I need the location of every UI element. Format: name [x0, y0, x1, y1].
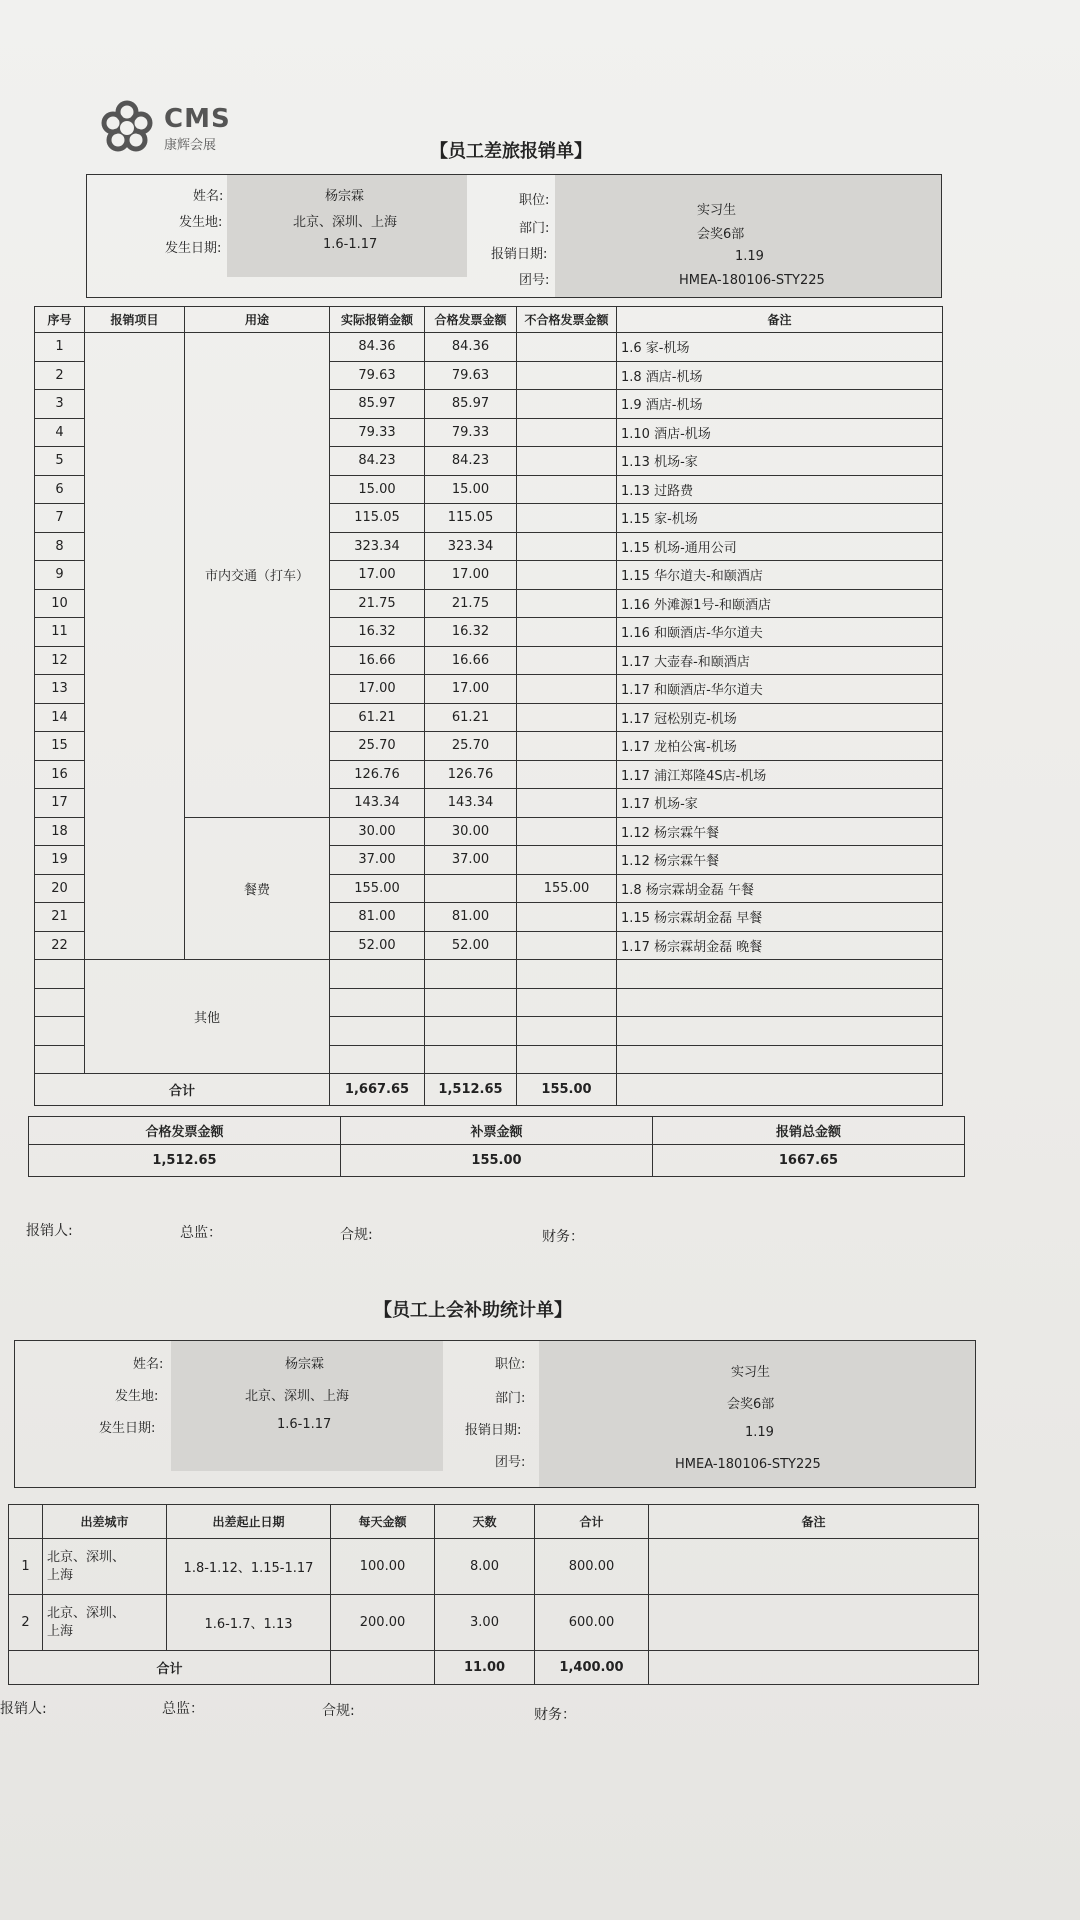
row-valid: 143.34 — [425, 789, 517, 818]
header-total: 合计 — [535, 1505, 649, 1539]
form1-info-box — [86, 174, 942, 298]
row-invalid — [517, 903, 617, 932]
logo-subtext: 康辉会展 — [164, 138, 217, 153]
row-total: 600.00 — [535, 1595, 649, 1651]
row-no: 21 — [35, 903, 85, 932]
row-valid: 15.00 — [425, 475, 517, 504]
name-label: 姓名: — [133, 1357, 164, 1372]
form1-title: 【员工差旅报销单】 — [430, 141, 592, 162]
table-row — [9, 1539, 979, 1595]
name-label: 姓名: — [193, 189, 224, 204]
row-no: 10 — [35, 589, 85, 618]
reimb-date-label: 报销日期: — [465, 1423, 522, 1438]
header-use: 用途 — [185, 307, 330, 333]
row-actual: 115.05 — [330, 504, 425, 533]
form1-sign-director: 总监： — [180, 1225, 222, 1241]
form2-sign-director: 总监： — [162, 1701, 204, 1717]
row-note: 1.6 家-机场 — [617, 333, 943, 362]
group-label: 团号: — [519, 273, 550, 288]
form2-sign-compliance: 合规: — [322, 1703, 355, 1719]
row-actual: 52.00 — [330, 931, 425, 960]
row-invalid — [517, 333, 617, 362]
row-invalid — [517, 817, 617, 846]
company-logo — [100, 96, 260, 156]
row-daily: 100.00 — [331, 1539, 435, 1595]
row-note — [649, 1595, 979, 1651]
header-item: 报销项目 — [85, 307, 185, 333]
header-daily: 每天金额 — [331, 1505, 435, 1539]
row-no: 1 — [35, 333, 85, 362]
header-no: 序号 — [35, 307, 85, 333]
row-valid: 21.75 — [425, 589, 517, 618]
row-actual: 15.00 — [330, 475, 425, 504]
row-valid: 79.63 — [425, 361, 517, 390]
reimb-date-value: 1.19 — [735, 249, 764, 264]
dept-value: 会奖6部 — [727, 1397, 775, 1412]
blank-cell — [425, 960, 517, 989]
row-note: 1.17 机场-家 — [617, 789, 943, 818]
header-invalid: 不合格发票金额 — [517, 307, 617, 333]
row-actual: 143.34 — [330, 789, 425, 818]
row-valid: 115.05 — [425, 504, 517, 533]
expense-table — [34, 306, 943, 1106]
total-label: 合计 — [35, 1074, 330, 1106]
date-value: 1.6-1.17 — [277, 1417, 332, 1432]
place-value: 北京、深圳、上海 — [293, 215, 398, 230]
row-days: 8.00 — [435, 1539, 535, 1595]
position-value: 实习生 — [731, 1365, 771, 1380]
row-note: 1.8 酒店-机场 — [617, 361, 943, 390]
form1-sign-compliance: 合规: — [340, 1227, 373, 1243]
row-note: 1.17 和颐酒店-华尔道夫 — [617, 675, 943, 704]
form1-sign-reimburser: 报销人: — [26, 1223, 73, 1239]
group-value: HMEA-180106-STY225 — [675, 1457, 821, 1472]
row-invalid — [517, 760, 617, 789]
row-invalid — [517, 675, 617, 704]
row-invalid: 155.00 — [517, 874, 617, 903]
row-note: 1.17 浦江郑隆4S店-机场 — [617, 760, 943, 789]
row-actual: 155.00 — [330, 874, 425, 903]
name-value: 杨宗霖 — [325, 189, 365, 204]
row-no: 7 — [35, 504, 85, 533]
row-no: 1 — [9, 1539, 43, 1595]
blank-cell — [517, 1045, 617, 1074]
row-valid: 84.36 — [425, 333, 517, 362]
blank-cell — [517, 988, 617, 1017]
reimb-date-label: 报销日期: — [491, 247, 548, 262]
row-note — [649, 1539, 979, 1595]
row-note: 1.17 龙柏公寓-机场 — [617, 732, 943, 761]
row-invalid — [517, 361, 617, 390]
row-no: 5 — [35, 447, 85, 476]
form2-sign-finance: 财务： — [534, 1707, 576, 1723]
form1-sign-finance: 财务： — [542, 1229, 584, 1245]
header-actual: 实际报销金额 — [330, 307, 425, 333]
header-note: 备注 — [617, 307, 943, 333]
row-valid: 85.97 — [425, 390, 517, 419]
category-other: 其他 — [85, 960, 330, 1074]
blank-cell — [330, 960, 425, 989]
blank-cell — [617, 988, 943, 1017]
row-valid: 37.00 — [425, 846, 517, 875]
row-note: 1.17 冠松别克-机场 — [617, 703, 943, 732]
row-no — [35, 988, 85, 1017]
header-dates: 出差起止日期 — [167, 1505, 331, 1539]
row-city: 北京、深圳、 上海 — [43, 1539, 167, 1595]
flower-logo-icon — [100, 100, 154, 154]
row-invalid — [517, 646, 617, 675]
row-actual: 79.63 — [330, 361, 425, 390]
name-value: 杨宗霖 — [285, 1357, 325, 1372]
row-invalid — [517, 618, 617, 647]
blank-cell — [425, 988, 517, 1017]
row-no: 11 — [35, 618, 85, 647]
row-note: 1.10 酒店-机场 — [617, 418, 943, 447]
row-no: 12 — [35, 646, 85, 675]
row-no: 22 — [35, 931, 85, 960]
row-valid: 16.66 — [425, 646, 517, 675]
position-label: 职位: — [519, 193, 550, 208]
row-actual: 21.75 — [330, 589, 425, 618]
row-actual: 323.34 — [330, 532, 425, 561]
row-invalid — [517, 732, 617, 761]
header-valid: 合格发票金额 — [425, 307, 517, 333]
total-actual: 1,667.65 — [330, 1074, 425, 1106]
row-actual: 85.97 — [330, 390, 425, 419]
group-value: HMEA-180106-STY225 — [679, 273, 825, 288]
row-valid — [425, 874, 517, 903]
row-no: 16 — [35, 760, 85, 789]
dept-label: 部门: — [519, 221, 550, 236]
row-no — [35, 1017, 85, 1046]
row-invalid — [517, 418, 617, 447]
row-actual: 84.36 — [330, 333, 425, 362]
row-actual: 16.32 — [330, 618, 425, 647]
row-actual: 126.76 — [330, 760, 425, 789]
row-actual: 81.00 — [330, 903, 425, 932]
row-total: 800.00 — [535, 1539, 649, 1595]
row-invalid — [517, 475, 617, 504]
row-invalid — [517, 532, 617, 561]
blank-cell — [425, 1017, 517, 1046]
row-invalid — [517, 390, 617, 419]
row-daily: 200.00 — [331, 1595, 435, 1651]
row-no: 15 — [35, 732, 85, 761]
row-no — [35, 1045, 85, 1074]
header-city: 出差城市 — [43, 1505, 167, 1539]
logo-text: CMS — [164, 104, 231, 134]
row-note: 1.15 杨宗霖胡金磊 早餐 — [617, 903, 943, 932]
row-no: 3 — [35, 390, 85, 419]
row-valid: 17.00 — [425, 561, 517, 590]
date-value: 1.6-1.17 — [323, 237, 378, 252]
position-value: 实习生 — [697, 203, 737, 218]
row-note: 1.13 机场-家 — [617, 447, 943, 476]
row-valid: 16.32 — [425, 618, 517, 647]
position-label: 职位: — [495, 1357, 526, 1372]
row-invalid — [517, 589, 617, 618]
row-note: 1.16 外滩源1号-和颐酒店 — [617, 589, 943, 618]
row-dates: 1.6-1.7、1.13 — [167, 1595, 331, 1651]
row-no: 19 — [35, 846, 85, 875]
total-valid: 1,512.65 — [425, 1074, 517, 1106]
total-invalid: 155.00 — [517, 1074, 617, 1106]
total-note — [617, 1074, 943, 1106]
summary-supp-label: 补票金额 — [341, 1117, 653, 1145]
row-invalid — [517, 447, 617, 476]
row-actual: 61.21 — [330, 703, 425, 732]
row-note: 1.15 机场-通用公司 — [617, 532, 943, 561]
blank-cell — [617, 1045, 943, 1074]
row-item — [85, 333, 185, 960]
row-no: 18 — [35, 817, 85, 846]
row-no — [35, 960, 85, 989]
row-note: 1.12 杨宗霖午餐 — [617, 817, 943, 846]
row-valid: 61.21 — [425, 703, 517, 732]
row-no: 2 — [9, 1595, 43, 1651]
row-actual: 30.00 — [330, 817, 425, 846]
total-days: 11.00 — [435, 1651, 535, 1685]
row-no: 14 — [35, 703, 85, 732]
expense-total-row — [35, 1074, 943, 1106]
dept-label: 部门: — [495, 1391, 526, 1406]
row-invalid — [517, 504, 617, 533]
table-row — [9, 1595, 979, 1651]
summary-table — [28, 1116, 965, 1177]
row-note: 1.17 大壶春-和颐酒店 — [617, 646, 943, 675]
blank-cell — [330, 988, 425, 1017]
row-invalid — [517, 931, 617, 960]
row-actual: 17.00 — [330, 561, 425, 590]
group-label: 团号: — [495, 1455, 526, 1470]
summary-total-value: 1667.65 — [653, 1145, 965, 1177]
row-valid: 323.34 — [425, 532, 517, 561]
reimb-date-value: 1.19 — [745, 1425, 774, 1440]
row-note: 1.15 华尔道夫-和颐酒店 — [617, 561, 943, 590]
row-note: 1.15 家-机场 — [617, 504, 943, 533]
row-valid: 25.70 — [425, 732, 517, 761]
blank-cell — [617, 1017, 943, 1046]
summary-valid-value: 1,512.65 — [29, 1145, 341, 1177]
blank-cell — [330, 1045, 425, 1074]
header-days: 天数 — [435, 1505, 535, 1539]
place-label: 发生地: — [179, 215, 223, 230]
row-no: 2 — [35, 361, 85, 390]
row-note: 1.16 和颐酒店-华尔道夫 — [617, 618, 943, 647]
blank-cell — [425, 1045, 517, 1074]
blank-row — [35, 960, 943, 989]
total-label: 合计 — [9, 1651, 331, 1685]
header-note: 备注 — [649, 1505, 979, 1539]
blank-cell — [517, 960, 617, 989]
place-label: 发生地: — [115, 1389, 159, 1404]
row-invalid — [517, 703, 617, 732]
date-label: 发生日期: — [165, 241, 222, 256]
row-valid: 52.00 — [425, 931, 517, 960]
form2-title: 【员工上会补助统计单】 — [374, 1300, 572, 1321]
row-invalid — [517, 789, 617, 818]
row-no: 20 — [35, 874, 85, 903]
dept-value: 会奖6部 — [697, 227, 745, 242]
subsidy-header-row — [9, 1505, 979, 1539]
row-invalid — [517, 846, 617, 875]
row-note: 1.8 杨宗霖胡金磊 午餐 — [617, 874, 943, 903]
row-no: 4 — [35, 418, 85, 447]
blank-cell — [330, 1017, 425, 1046]
row-no: 13 — [35, 675, 85, 704]
subsidy-total-row — [9, 1651, 979, 1685]
date-label: 发生日期: — [99, 1421, 156, 1436]
form2-info-box — [14, 1340, 976, 1488]
row-valid: 79.33 — [425, 418, 517, 447]
row-no: 17 — [35, 789, 85, 818]
row-actual: 17.00 — [330, 675, 425, 704]
row-invalid — [517, 561, 617, 590]
row-actual: 25.70 — [330, 732, 425, 761]
row-valid: 30.00 — [425, 817, 517, 846]
row-no: 6 — [35, 475, 85, 504]
row-days: 3.00 — [435, 1595, 535, 1651]
expense-header-row — [35, 307, 943, 333]
summary-valid-label: 合格发票金额 — [29, 1117, 341, 1145]
row-valid: 84.23 — [425, 447, 517, 476]
row-actual: 37.00 — [330, 846, 425, 875]
row-city: 北京、深圳、 上海 — [43, 1595, 167, 1651]
row-note: 1.13 过路费 — [617, 475, 943, 504]
row-actual: 84.23 — [330, 447, 425, 476]
table-row — [35, 333, 943, 362]
row-note: 1.17 杨宗霖胡金磊 晚餐 — [617, 931, 943, 960]
summary-supp-value: 155.00 — [341, 1145, 653, 1177]
row-dates: 1.8-1.12、1.15-1.17 — [167, 1539, 331, 1595]
row-valid: 81.00 — [425, 903, 517, 932]
row-valid: 17.00 — [425, 675, 517, 704]
place-value: 北京、深圳、上海 — [245, 1389, 350, 1404]
blank-cell — [617, 960, 943, 989]
subsidy-table — [8, 1504, 979, 1685]
total-amount: 1,400.00 — [535, 1651, 649, 1685]
row-no: 9 — [35, 561, 85, 590]
row-actual: 79.33 — [330, 418, 425, 447]
row-note: 1.9 酒店-机场 — [617, 390, 943, 419]
category-taxi: 市内交通（打车） — [185, 333, 330, 818]
summary-total-label: 报销总金额 — [653, 1117, 965, 1145]
row-no: 8 — [35, 532, 85, 561]
blank-cell — [517, 1017, 617, 1046]
row-valid: 126.76 — [425, 760, 517, 789]
row-actual: 16.66 — [330, 646, 425, 675]
row-note: 1.12 杨宗霖午餐 — [617, 846, 943, 875]
form2-sign-reimburser: 报销人: — [0, 1701, 47, 1717]
category-meal: 餐费 — [185, 817, 330, 960]
